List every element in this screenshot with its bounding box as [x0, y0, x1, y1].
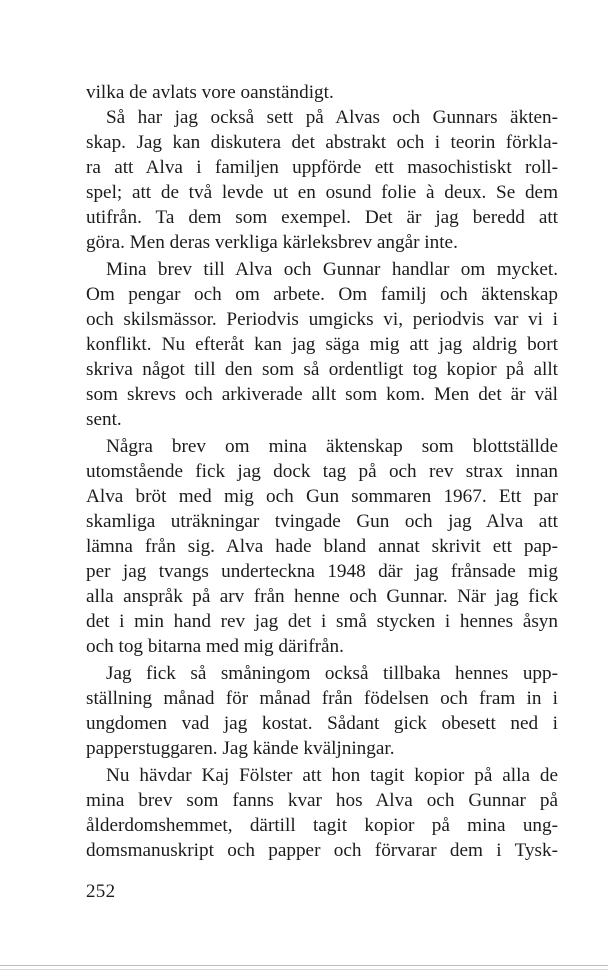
- text-line: Mina brev till Alva och Gunnar handlar om mycket.: [106, 259, 558, 280]
- text-line: konflikt. Nu efteråt kan jag säga mig att jag aldrig bort: [86, 334, 558, 355]
- text-line: Så har jag också sett på Alvas och Gunnars äkten-: [106, 107, 558, 128]
- text-line: vilka de avlats vore oanständigt.: [86, 82, 334, 103]
- text-line: och tog bitarna med mig därifrån.: [86, 636, 344, 657]
- text-line: ställning månad för månad från födelsen och fram in i: [86, 688, 558, 709]
- text-line: skap. Jag kan diskutera det abstrakt och i teorin förkla-: [86, 132, 558, 153]
- text-line: lämna från sig. Alva hade bland annat skrivit ett pap-: [86, 536, 558, 557]
- text-line: alla anspråk på arv från henne och Gunnar. När jag fick: [86, 586, 558, 607]
- text-line: som skrevs och arkiverade allt som kom. Men det är väl: [86, 384, 558, 405]
- page-edge-line: [0, 965, 608, 966]
- text-line: Jag fick så småningom också tillbaka hennes upp-: [106, 663, 558, 684]
- text-line: ålderdomshemmet, därtill tagit kopior på mina ung-: [86, 815, 558, 836]
- text-line: sent.: [86, 409, 122, 430]
- text-line: Alva bröt med mig och Gun sommaren 1967. Ett par: [86, 486, 558, 507]
- text-line: Nu hävdar Kaj Fölster att hon tagit kopior på alla de: [106, 765, 558, 786]
- text-line: det i min hand rev jag det i små stycken i hennes åsyn: [86, 611, 558, 632]
- text-line: och skilsmässor. Periodvis umgicks vi, periodvis var vi i: [86, 309, 558, 330]
- text-line: Några brev om mina äktenskap som blottställde: [106, 436, 558, 457]
- text-line: ungdomen vad jag kostat. Sådant gick obesett ned i: [86, 713, 558, 734]
- page-number: 252: [86, 881, 116, 902]
- text-line: mina brev som fanns kvar hos Alva och Gunnar på: [86, 790, 558, 811]
- text-line: domsmanuskript och papper och förvarar dem i Tysk-: [86, 840, 558, 861]
- text-line: ra att Alva i familjen uppförde ett masochistiskt roll-: [86, 157, 558, 178]
- text-line: Om pengar och om arbete. Om familj och äktenskap: [86, 284, 558, 305]
- text-line: skriva något till den som så ordentligt tog kopior på allt: [86, 359, 558, 380]
- text-line: papperstuggaren. Jag kände kväljningar.: [86, 738, 395, 759]
- text-line: utifrån. Ta dem som exempel. Det är jag beredd att: [86, 207, 558, 228]
- page-edge-line: [0, 969, 608, 970]
- text-line: göra. Men deras verkliga kärleksbrev angår inte.: [86, 232, 458, 253]
- text-line: spel; att de två levde ut en osund folie à deux. Se dem: [86, 182, 558, 203]
- text-line: utomstående fick jag dock tag på och rev strax innan: [86, 461, 558, 482]
- text-line: per jag tvangs underteckna 1948 där jag frånsade mig: [86, 561, 558, 582]
- text-line: skamliga uträkningar tvingade Gun och jag Alva att: [86, 511, 558, 532]
